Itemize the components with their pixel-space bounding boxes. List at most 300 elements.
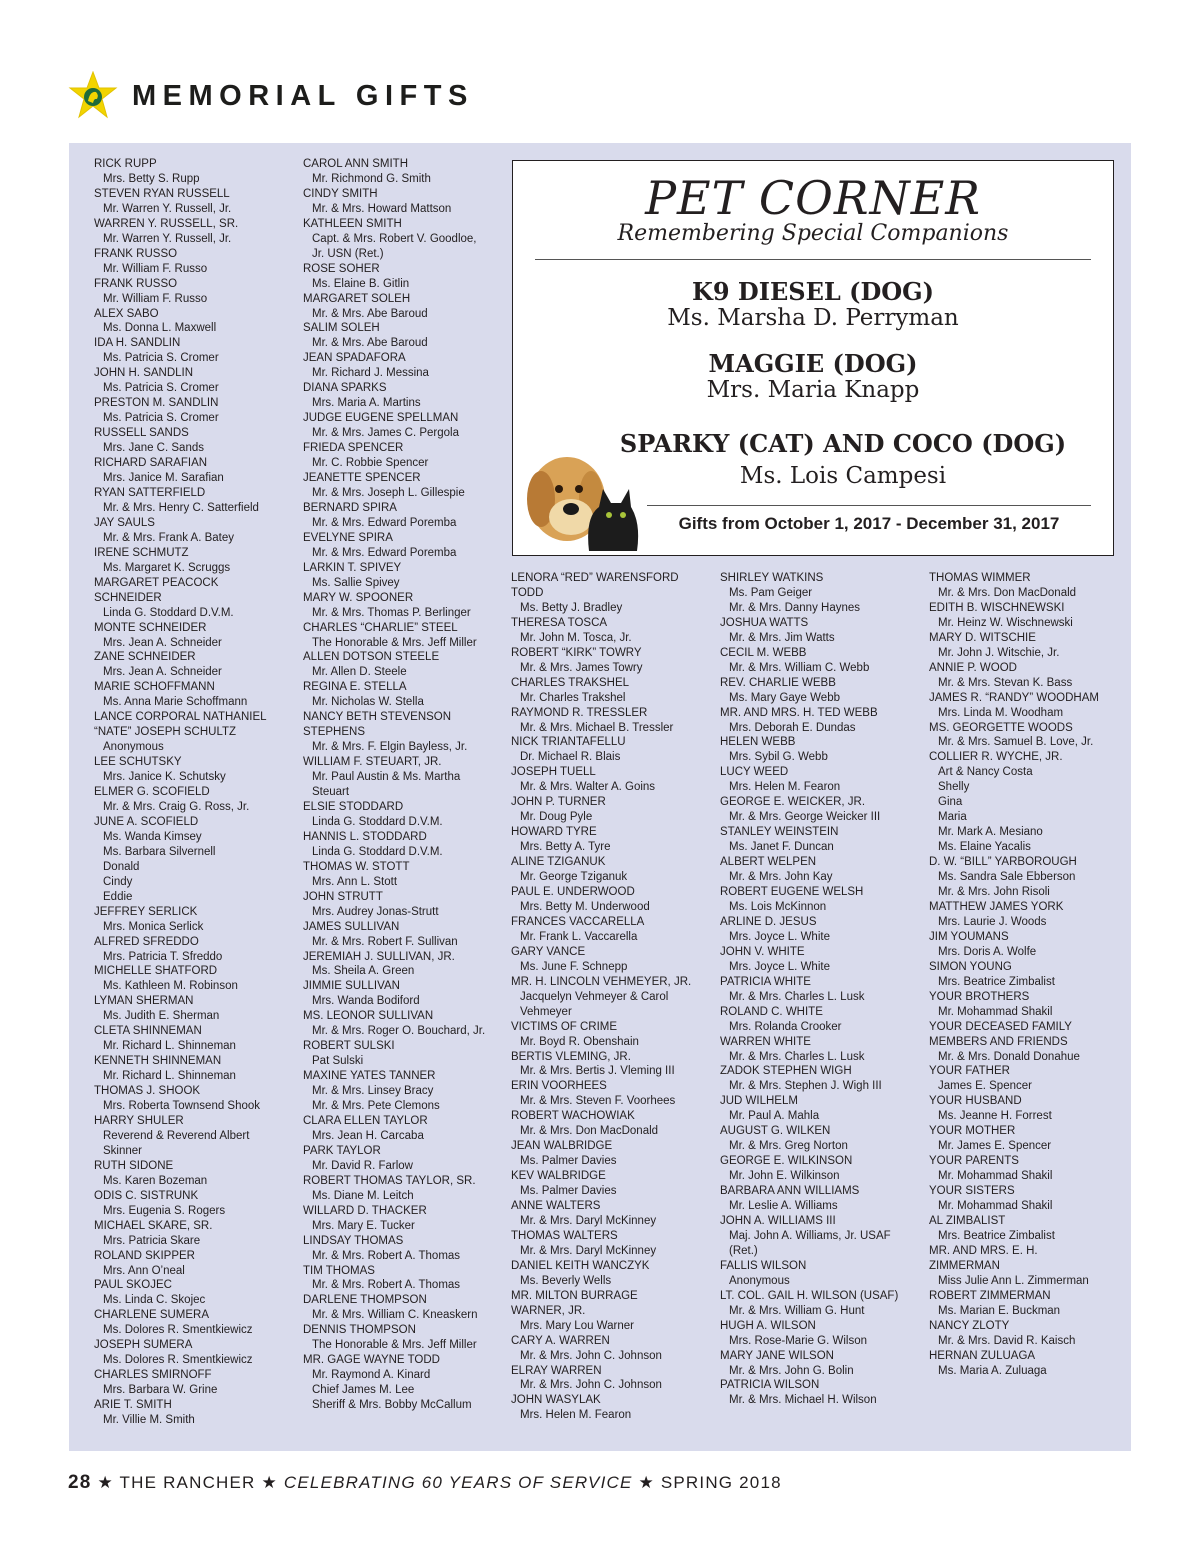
donor-name: Sheriff & Mrs. Bobby McCallum	[312, 1399, 472, 1412]
dog-and-cat-photo-icon	[519, 447, 639, 551]
pet-donor: Ms. Marsha D. Perryman	[667, 305, 959, 331]
donor-name: Mr. & Mrs. Linsey Bracy	[312, 1085, 434, 1098]
donor-name: Linda G. Stoddard D.V.M.	[312, 815, 443, 828]
honoree-name: ROBERT “KIRK” TOWRY	[511, 646, 642, 659]
donor-name: Mr. & Mrs. John C. Johnson	[520, 1379, 662, 1392]
donor-name: Mrs. Mary E. Tucker	[312, 1219, 415, 1232]
honoree-name: MAXINE YATES TANNER	[303, 1070, 436, 1083]
honoree-name: JUD WILHELM	[720, 1095, 798, 1108]
donor-name: Mr. James E. Spencer	[938, 1140, 1052, 1153]
pet-corner-box	[512, 160, 1114, 556]
page-header	[68, 70, 474, 122]
donor-name: Anonymous	[103, 741, 164, 754]
honoree-name: JEREMIAH J. SULLIVAN, JR.	[303, 950, 455, 963]
donor-name: Mrs. Barbara W. Grine	[103, 1384, 218, 1397]
donor-name: The Honorable & Mrs. Jeff Miller	[312, 636, 477, 649]
honoree-name: PAUL SKOJEC	[94, 1279, 172, 1292]
honoree-name: JEAN SPADAFORA	[303, 352, 406, 365]
honoree-name: DIANA SPARKS	[303, 382, 387, 395]
donor-name: Mrs. Wanda Bodiford	[312, 995, 420, 1008]
donor-name: James E. Spencer	[938, 1080, 1032, 1093]
donor-name: Mrs. Patricia Skare	[103, 1234, 201, 1247]
donor-name: Mr. Doug Pyle	[520, 811, 593, 824]
donor-name: Mr. Richard J. Messina	[312, 367, 429, 380]
honoree-name: ALFRED SFREDDO	[94, 935, 199, 948]
honoree-name: IRENE SCHMUTZ	[94, 546, 189, 559]
page-footer	[68, 1472, 782, 1494]
donor-name: Vehmeyer	[520, 1005, 572, 1018]
donor-name: Ms. Dolores R. Smentkiewicz	[103, 1324, 253, 1337]
honoree-name: JIMMIE SULLIVAN	[303, 980, 400, 993]
donor-name: Mr. George Tziganuk	[520, 871, 628, 884]
donor-name: Mr. & Mrs. Howard Mattson	[312, 202, 452, 215]
donor-name: Mr. & Mrs. James Towry	[520, 661, 643, 674]
donor-name: Mr. Mohammad Shakil	[938, 1005, 1053, 1018]
donor-name: Ms. Karen Bozeman	[103, 1174, 208, 1187]
donor-name: Mr. William F. Russo	[103, 292, 208, 305]
donor-name: Ms. Wanda Kimsey	[103, 830, 202, 843]
donor-name: Mr. & Mrs. Stevan K. Bass	[938, 676, 1073, 689]
honoree-name: JUDGE EUGENE SPELLMAN	[303, 412, 459, 425]
honoree-name: “NATE” JOSEPH SCHULTZ	[94, 726, 237, 739]
donor-name: Ms. June F. Schnepp	[520, 960, 628, 973]
donor-name: Eddie	[103, 890, 133, 903]
donor-name: Mr. & Mrs. Robert A. Thomas	[312, 1279, 461, 1292]
donor-name: Ms. Margaret K. Scruggs	[103, 561, 231, 574]
honoree-name: JIM YOUMANS	[929, 930, 1009, 943]
honoree-name: EDITH B. WISCHNEWSKI	[929, 601, 1065, 614]
honoree-name: YOUR SISTERS	[929, 1185, 1015, 1198]
donor-name: Mr. & Mrs. Charles L. Lusk	[729, 1050, 865, 1063]
donor-name: Mr. & Mrs. Thomas P. Berlinger	[312, 606, 471, 619]
honoree-name: RICK RUPP	[94, 158, 157, 170]
honoree-name: THOMAS WALTERS	[511, 1229, 618, 1242]
donor-name: Mr. Raymond A. Kinard	[312, 1369, 431, 1382]
donor-name: Dr. Michael R. Blais	[520, 751, 621, 764]
honoree-name: RAYMOND R. TRESSLER	[511, 706, 648, 719]
honoree-name: JEANETTE SPENCER	[303, 472, 421, 485]
pet-donor: Ms. Lois Campesi	[739, 463, 947, 489]
honoree-name: LENORA “RED” WARENSFORD	[511, 572, 679, 584]
honoree-name: CHARLENE SUMERA	[94, 1309, 210, 1322]
honoree-name: HELEN WEBB	[720, 736, 796, 749]
donor-name: Mr. & Mrs. F. Elgin Bayless, Jr.	[312, 741, 468, 754]
honoree-name: RICHARD SARAFIAN	[94, 457, 208, 470]
donor-name: Ms. Donna L. Maxwell	[103, 322, 217, 335]
honoree-name: HOWARD TYRE	[511, 826, 597, 839]
honoree-name: BERNARD SPIRA	[303, 501, 397, 514]
donor-name: Mr. & Mrs. Robert F. Sullivan	[312, 935, 458, 948]
honoree-name: ODIS C. SISTRUNK	[94, 1189, 199, 1202]
donor-name: Mr. Allen D. Steele	[312, 666, 407, 679]
donor-name: Ms. Betty J. Bradley	[520, 601, 623, 614]
honoree-name: PARK TAYLOR	[303, 1144, 381, 1157]
memorial-column-4	[720, 571, 926, 1408]
honoree-name: CHARLES SMIRNOFF	[94, 1369, 212, 1382]
pet-name: K9 DIESEL (DOG)	[691, 277, 935, 306]
honoree-name: NANCY ZLOTY	[929, 1319, 1010, 1332]
donor-name: Mr. & Mrs. John G. Bolin	[729, 1364, 854, 1377]
donor-name: Mrs. Rolanda Crooker	[729, 1020, 842, 1033]
honoree-name: ROBERT WACHOWIAK	[511, 1110, 635, 1123]
honoree-name: BARBARA ANN WILLIAMS	[720, 1185, 860, 1198]
honoree-name: WILLARD D. THACKER	[303, 1204, 427, 1217]
honoree-name: STEVEN RYAN RUSSELL	[94, 187, 230, 200]
donor-name: Capt. & Mrs. Robert V. Goodloe,	[312, 232, 477, 245]
honoree-name: AUGUST G. WILKEN	[720, 1125, 831, 1138]
donor-name: Mrs. Deborah E. Dundas	[729, 721, 856, 734]
donor-name: Ms. Barbara Silvernell	[103, 845, 216, 858]
donor-name: Ms. Sheila A. Green	[312, 965, 415, 978]
honoree-name: YOUR HUSBAND	[929, 1095, 1022, 1108]
donor-name: Mr. & Mrs. Edward Poremba	[312, 546, 457, 559]
honoree-name: ARIE T. SMITH	[94, 1399, 172, 1412]
donor-name: Mr. Leslie A. Williams	[729, 1200, 838, 1213]
donor-name: Mr. Frank L. Vaccarella	[520, 930, 638, 943]
honoree-name: ROSE SOHER	[303, 262, 380, 275]
divider	[647, 505, 1091, 506]
honoree-name: MR. AND MRS. H. TED WEBB	[720, 706, 878, 719]
star-separator-icon: ★	[638, 1473, 661, 1492]
donor-name: Mrs. Monica Serlick	[103, 920, 204, 933]
donor-name: Mr. & Mrs. Joseph L. Gillespie	[312, 486, 465, 499]
honoree-name: MS. LEONOR SULLIVAN	[303, 1010, 434, 1023]
donor-name: Ms. Palmer Davies	[520, 1185, 617, 1198]
honoree-name: ROBERT ZIMMERMAN	[929, 1289, 1051, 1302]
donor-name: Mr. & Mrs. Michael H. Wilson	[729, 1394, 877, 1407]
donor-name: Chief James M. Lee	[312, 1384, 415, 1397]
donor-name: Ms. Jeanne H. Forrest	[938, 1110, 1052, 1123]
donor-name: Mr. Nicholas W. Stella	[312, 696, 424, 709]
donor-name: Ms. Janet F. Duncan	[729, 841, 834, 854]
donor-name: Mrs. Helen M. Fearon	[729, 781, 841, 794]
donor-name: Ms. Patricia S. Cromer	[103, 352, 219, 365]
donor-name: Mr. John E. Wilkinson	[729, 1170, 840, 1183]
honoree-name: ALINE TZIGANUK	[511, 856, 606, 869]
honoree-name: YOUR MOTHER	[929, 1125, 1016, 1138]
pet-name: SPARKY (CAT) AND COCO (DOG)	[619, 429, 1067, 458]
donor-name: Mr. & Mrs. Craig G. Ross, Jr.	[103, 800, 250, 813]
honoree-name: YOUR FATHER	[929, 1065, 1010, 1078]
honoree-name: MATTHEW JAMES YORK	[929, 900, 1064, 913]
honoree-name: NANCY BETH STEVENSON	[303, 711, 452, 724]
honoree-name: LANCE CORPORAL NATHANIEL	[94, 711, 267, 724]
donor-name: Jr. USN (Ret.)	[312, 247, 384, 260]
honoree-name: JOHN A. WILLIAMS III	[720, 1214, 836, 1227]
honoree-name: ROBERT SULSKI	[303, 1040, 395, 1053]
honoree-name: REGINA E. STELLA	[303, 681, 407, 694]
donor-name: Maria	[938, 811, 967, 824]
honoree-name: SCHNEIDER	[94, 591, 162, 604]
donor-name: Mr. Warren Y. Russell, Jr.	[103, 232, 232, 245]
honoree-name: ALBERT WELPEN	[720, 856, 817, 869]
donor-name: Mr. & Mrs. John C. Johnson	[520, 1349, 662, 1362]
honoree-name: THERESA TOSCA	[511, 616, 608, 629]
donor-name: Mrs. Maria A. Martins	[312, 397, 421, 410]
honoree-name: FRIEDA SPENCER	[303, 442, 404, 455]
donor-name: Mr. & Mrs. Stephen J. Wigh III	[729, 1080, 882, 1093]
donor-name: Mr. & Mrs. Jim Watts	[729, 631, 835, 644]
honoree-name: LARKIN T. SPIVEY	[303, 561, 402, 574]
donor-name: Mr. & Mrs. Bertis J. Vleming III	[520, 1065, 675, 1078]
donor-name: Mr. & Mrs. Steven F. Voorhees	[520, 1095, 676, 1108]
honoree-name: KEV WALBRIDGE	[511, 1170, 606, 1183]
donor-name: Mrs. Beatrice Zimbalist	[938, 1229, 1055, 1242]
donor-name: Mrs. Jean A. Schneider	[103, 636, 222, 649]
donor-name: The Honorable & Mrs. Jeff Miller	[312, 1339, 477, 1352]
honoree-name: D. W. “BILL” YARBOROUGH	[929, 856, 1077, 869]
honoree-name: WARREN Y. RUSSELL, SR.	[94, 217, 239, 230]
honoree-name: ALLEN DOTSON STEELE	[303, 651, 440, 664]
donor-name: Mrs. Sybil G. Webb	[729, 751, 828, 764]
donor-name: Mrs. Betty M. Underwood	[520, 900, 650, 913]
honoree-name: ROLAND SKIPPER	[94, 1249, 195, 1262]
donor-name: Mr. & Mrs. Danny Haynes	[729, 601, 861, 614]
donor-name: Mrs. Joyce L. White	[729, 930, 830, 943]
honoree-name: ARLINE D. JESUS	[720, 915, 817, 928]
honoree-name: WILLIAM F. STEUART, JR.	[303, 756, 442, 769]
honoree-name: EVELYNE SPIRA	[303, 531, 393, 544]
donor-name: Ms. Patricia S. Cromer	[103, 382, 219, 395]
donor-name: Ms. Linda C. Skojec	[103, 1294, 206, 1307]
donor-name: Mrs. Jean H. Carcaba	[312, 1129, 424, 1142]
honoree-name: GEORGE E. WEICKER, JR.	[720, 796, 866, 809]
honoree-name: PRESTON M. SANDLIN	[94, 397, 219, 410]
donor-name: Mr. & Mrs. Abe Baroud	[312, 337, 428, 350]
honoree-name: PAUL E. UNDERWOOD	[511, 886, 635, 899]
donor-name: Ms. Mary Gaye Webb	[729, 691, 840, 704]
donor-name: Mr. & Mrs. Roger O. Bouchard, Jr.	[312, 1025, 486, 1038]
honoree-name: DENNIS THOMPSON	[303, 1324, 416, 1337]
donor-name: Mr. & Mrs. Greg Norton	[729, 1140, 848, 1153]
honoree-name: ROBERT THOMAS TAYLOR, SR.	[303, 1174, 476, 1187]
honoree-name: LINDSAY THOMAS	[303, 1234, 404, 1247]
honoree-name: HARRY SHULER	[94, 1115, 184, 1127]
donor-name: Mr. William F. Russo	[103, 262, 208, 275]
honoree-name: JOHN V. WHITE	[720, 945, 805, 958]
donor-name: Skinner	[103, 1144, 142, 1157]
donor-name: Ms. Palmer Davies	[520, 1155, 617, 1168]
star-separator-icon: ★	[97, 1473, 120, 1492]
donor-name: Mrs. Eugenia S. Rogers	[103, 1204, 226, 1217]
honoree-name: JUNE A. SCOFIELD	[94, 815, 199, 828]
gift-date-range: Gifts from October 1, 2017 - December 31, 2017	[678, 514, 1060, 533]
donor-name: Mr. Warren Y. Russell, Jr.	[103, 202, 232, 215]
donor-name: Mr. & Mrs. John Risoli	[938, 886, 1050, 899]
honoree-name: PATRICIA WILSON	[720, 1379, 820, 1392]
honoree-name: LT. COL. GAIL H. WILSON (USAF)	[720, 1289, 899, 1302]
donor-name: Mr. & Mrs. David R. Kaisch	[938, 1334, 1076, 1347]
donor-name: Mr. Mohammad Shakil	[938, 1200, 1053, 1213]
honoree-name: ALEX SABO	[94, 307, 159, 320]
honoree-name: HANNIS L. STODDARD	[303, 830, 427, 843]
honoree-name: WARNER, JR.	[511, 1304, 586, 1317]
donor-name: Jacquelyn Vehmeyer & Carol	[520, 990, 669, 1003]
donor-name: Mr. & Mrs. Walter A. Goins	[520, 781, 656, 794]
honoree-name: THOMAS W. STOTT	[303, 860, 410, 873]
pet-corner-subtitle: Remembering Special Companions	[617, 221, 1009, 246]
honoree-name: YOUR DECEASED FAMILY	[929, 1020, 1072, 1033]
donor-name: Mr. Paul A. Mahla	[729, 1110, 820, 1123]
donor-name: Mr. & Mrs. George Weicker III	[729, 811, 881, 824]
honoree-name: ROBERT EUGENE WELSH	[720, 886, 864, 899]
honoree-name: STEPHENS	[303, 726, 365, 739]
donor-name: Ms. Anna Marie Schoffmann	[103, 696, 248, 709]
donor-name: Ms. Kathleen M. Robinson	[103, 980, 238, 993]
donor-name: Mr. Boyd R. Obenshain	[520, 1035, 639, 1048]
honoree-name: ELRAY WARREN	[511, 1364, 602, 1377]
donor-name: Mr. & Mrs. Daryl McKinney	[520, 1244, 657, 1257]
donor-name: Mr. & Mrs. Don MacDonald	[520, 1125, 659, 1138]
donor-name: Mrs. Mary Lou Warner	[520, 1319, 634, 1332]
honoree-name: ELMER G. SCOFIELD	[94, 786, 210, 799]
honoree-name: LYMAN SHERMAN	[94, 995, 194, 1008]
honoree-name: TODD	[511, 586, 544, 599]
honoree-name: ANNIE P. WOOD	[929, 661, 1017, 674]
donor-name: Mr. Mark A. Mesiano	[938, 826, 1043, 839]
divider	[535, 259, 1091, 260]
honoree-name: MR. AND MRS. E. H.	[929, 1244, 1038, 1257]
donor-name: Maj. John A. Williams, Jr. USAF	[729, 1229, 891, 1242]
honoree-name: ZIMMERMAN	[929, 1259, 1000, 1272]
honoree-name: STANLEY WEINSTEIN	[720, 826, 839, 839]
donor-name: Mr. & Mrs. James C. Pergola	[312, 427, 459, 440]
honoree-name: CINDY SMITH	[303, 187, 378, 200]
donor-name: Mrs. Jean A. Schneider	[103, 666, 222, 679]
donor-name: Mr. David R. Farlow	[312, 1159, 413, 1172]
donor-name: Ms. Elaine Yacalis	[938, 841, 1031, 854]
donor-name: Shelly	[938, 781, 970, 794]
honoree-name: LUCY WEED	[720, 766, 789, 779]
donor-name: Donald	[103, 860, 140, 873]
honoree-name: CAROL ANN SMITH	[303, 158, 409, 170]
donor-name: Mrs. Janice K. Schutsky	[103, 771, 226, 784]
donor-name: Mr. & Mrs. William G. Hunt	[729, 1304, 865, 1317]
donor-name: Ms. Judith E. Sherman	[103, 1010, 220, 1023]
honoree-name: AL ZIMBALIST	[929, 1214, 1006, 1227]
honoree-name: MONTE SCHNEIDER	[94, 621, 207, 634]
donor-name: Mr. & Mrs. Robert A. Thomas	[312, 1249, 461, 1262]
donor-name: Mr. & Mrs. Samuel B. Love, Jr.	[938, 736, 1094, 749]
donor-name: Ms. Diane M. Leitch	[312, 1189, 414, 1202]
honoree-name: JOSEPH SUMERA	[94, 1339, 193, 1352]
donor-name: Mrs. Janice M. Sarafian	[103, 472, 224, 485]
page-number: 28	[68, 1472, 92, 1493]
honoree-name: FRANCES VACCARELLA	[511, 915, 645, 928]
memorial-column-2	[303, 157, 507, 1413]
donor-name: Mrs. Betty A. Tyre	[520, 841, 611, 854]
memorial-column-3	[511, 571, 717, 1423]
honoree-name: CLARA ELLEN TAYLOR	[303, 1115, 428, 1127]
honoree-name: ANNE WALTERS	[511, 1200, 601, 1213]
donor-name: Ms. Dolores R. Smentkiewicz	[103, 1354, 253, 1367]
donor-name: Mr. Mohammad Shakil	[938, 1170, 1053, 1183]
donor-name: Ms. Patricia S. Cromer	[103, 412, 219, 425]
honoree-name: HERNAN ZULUAGA	[929, 1349, 1036, 1362]
honoree-name: RUSSELL SANDS	[94, 427, 189, 440]
honoree-name: HUGH A. WILSON	[720, 1319, 816, 1332]
pet-donor: Mrs. Maria Knapp	[706, 377, 920, 403]
honoree-name: LEE SCHUTSKY	[94, 756, 182, 769]
honoree-name: BERTIS VLEMING, JR.	[511, 1050, 631, 1063]
honoree-name: JOHN P. TURNER	[511, 796, 606, 809]
donor-name: Ms. Marian E. Buckman	[938, 1304, 1061, 1317]
honoree-name: MARY D. WITSCHIE	[929, 631, 1036, 644]
donor-name: Ms. Sandra Sale Ebberson	[938, 871, 1076, 884]
honoree-name: ELSIE STODDARD	[303, 800, 404, 813]
donor-name: Cindy	[103, 875, 133, 888]
donor-name: Mr. Richard L. Shinneman	[103, 1070, 236, 1083]
donor-name: Mr. & Mrs. Don MacDonald	[938, 586, 1077, 599]
donor-name: Ms. Sallie Spivey	[312, 576, 400, 589]
honoree-name: JEAN WALBRIDGE	[511, 1140, 613, 1153]
donor-name: Mr. & Mrs. Charles L. Lusk	[729, 990, 865, 1003]
donor-name: Mr. Charles Trakshel	[520, 691, 626, 704]
honoree-name: MR. H. LINCOLN VEHMEYER, JR.	[511, 975, 692, 988]
honoree-name: FALLIS WILSON	[720, 1259, 807, 1272]
donor-name: Steuart	[312, 786, 350, 799]
donor-name: Art & Nancy Costa	[938, 766, 1033, 779]
donor-name: Mr. & Mrs. John Kay	[729, 871, 833, 884]
honoree-name: THOMAS J. SHOOK	[94, 1085, 201, 1098]
honoree-name: SIMON YOUNG	[929, 960, 1012, 973]
honoree-name: CLETA SHINNEMAN	[94, 1025, 202, 1038]
donor-name: Mr. & Mrs. Donald Donahue	[938, 1050, 1080, 1063]
donor-name: Mrs. Patricia T. Sfreddo	[103, 950, 223, 963]
honoree-name: MARY JANE WILSON	[720, 1349, 834, 1362]
donor-name: Mr. & Mrs. Edward Poremba	[312, 516, 457, 529]
donor-name: Mrs. Rose-Marie G. Wilson	[729, 1334, 868, 1347]
donor-name: Mrs. Ann O’neal	[103, 1264, 185, 1277]
donor-name: Mrs. Audrey Jonas-Strutt	[312, 905, 439, 918]
page-title: MEMORIAL GIFTS	[132, 79, 474, 112]
donor-name: Ms. Maria A. Zuluaga	[938, 1364, 1047, 1377]
honoree-name: GEORGE E. WILKINSON	[720, 1155, 853, 1168]
donor-name: Mrs. Linda M. Woodham	[938, 706, 1064, 719]
honoree-name: RUTH SIDONE	[94, 1159, 174, 1172]
donor-name: Mr. Heinz W. Wischnewski	[938, 616, 1073, 629]
donor-name: Mr. John J. Witschie, Jr.	[938, 646, 1060, 659]
honoree-name: ZADOK STEPHEN WIGH	[720, 1065, 852, 1078]
honoree-name: CHARLES TRAKSHEL	[511, 676, 630, 689]
honoree-name: MICHELLE SHATFORD	[94, 965, 218, 978]
honoree-name: SHIRLEY WATKINS	[720, 572, 824, 584]
donor-name: Pat Sulski	[312, 1055, 364, 1068]
donor-name: Mrs. Laurie J. Woods	[938, 915, 1047, 928]
honoree-name: JOHN STRUTT	[303, 890, 383, 903]
honoree-name: YOUR BROTHERS	[929, 990, 1030, 1003]
honoree-name: MARY W. SPOONER	[303, 591, 414, 604]
donor-name: Mr. & Mrs. Henry C. Satterfield	[103, 501, 259, 514]
honoree-name: ZANE SCHNEIDER	[94, 651, 196, 664]
honoree-name: JOSEPH TUELL	[511, 766, 596, 779]
honoree-name: JOHN WASYLAK	[511, 1394, 601, 1407]
donor-name: Miss Julie Ann L. Zimmerman	[938, 1274, 1089, 1287]
honoree-name: NICK TRIANTAFELLU	[511, 736, 626, 749]
donor-name: Linda G. Stoddard D.V.M.	[312, 845, 443, 858]
donor-name: Mr. & Mrs. William C. Kneaskern	[312, 1309, 478, 1322]
donor-name: Mr. Richard L. Shinneman	[103, 1040, 236, 1053]
honoree-name: JAMES R. “RANDY” WOODHAM	[929, 691, 1099, 704]
honoree-name: DARLENE THOMPSON	[303, 1294, 427, 1307]
donor-name: Mr. & Mrs. William C. Webb	[729, 661, 870, 674]
honoree-name: MARGARET SOLEH	[303, 292, 411, 305]
memorial-column-1	[94, 157, 294, 1428]
honoree-name: VICTIMS OF CRIME	[511, 1020, 618, 1033]
honoree-name: MS. GEORGETTE WOODS	[929, 721, 1073, 734]
donor-name: Mrs. Betty S. Rupp	[103, 172, 200, 185]
donor-name: Ms. Beverly Wells	[520, 1274, 612, 1287]
